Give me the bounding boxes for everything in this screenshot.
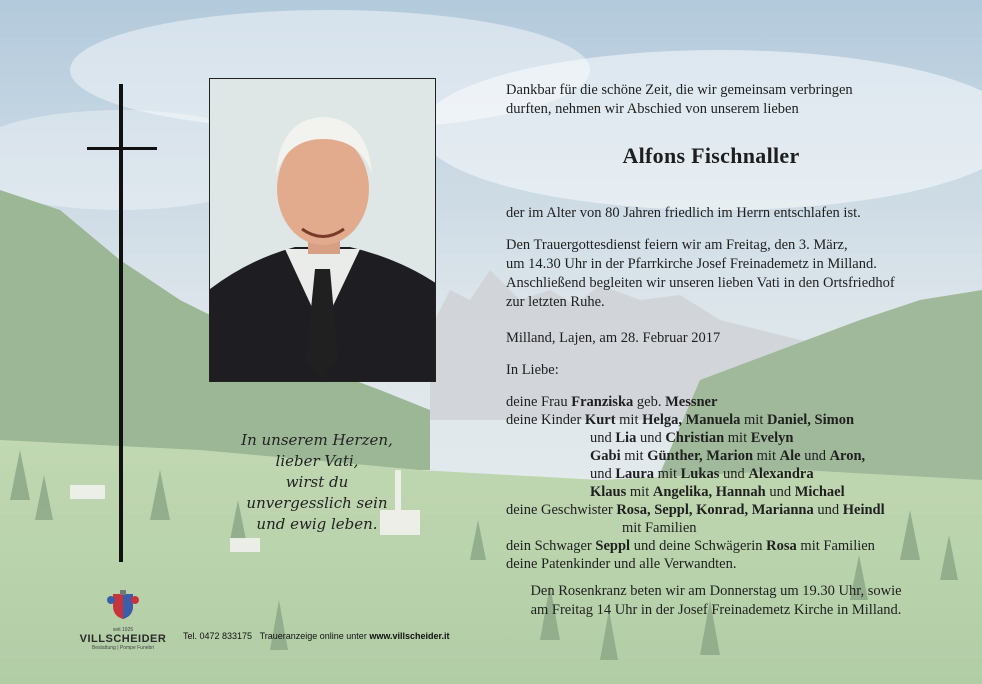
service-line: zur letzten Ruhe. — [506, 294, 605, 310]
quote-line: und ewig leben. — [256, 515, 378, 533]
family-siblings: deine Geschwister Rosa, Seppl, Konrad, Marianna und Heindl — [506, 502, 885, 518]
cross-horizontal-bar — [87, 147, 157, 150]
logo-firm-name: VILLSCHEIDER — [79, 633, 167, 645]
family-children: und Lia und Christian mit Evelyn — [590, 430, 794, 446]
logo-since: seit 1925 — [112, 627, 134, 633]
footer-contact — [183, 631, 450, 641]
memorial-quote — [222, 430, 412, 535]
family-godchildren: deine Patenkinder und alle Verwandten. — [506, 556, 737, 572]
service-line: um 14.30 Uhr in der Pfarrkirche Josef Freinademetz in Milland. — [506, 256, 877, 272]
deceased-name: Alfons Fischnaller — [622, 143, 800, 168]
cross-vertical-bar — [119, 84, 123, 562]
intro-text — [506, 81, 946, 119]
quote-line: In unserem Herzen, — [241, 431, 393, 449]
footer-phone: Tel. 0472 833175 — [183, 631, 253, 641]
rosary-info — [506, 582, 926, 620]
service-line: Anschließend begleiten wir unseren lieben Vati in den Ortsfriedhof — [506, 275, 895, 291]
rosary-line: am Freitag 14 Uhr in der Josef Freinademetz Kirche in Milland. — [530, 602, 902, 618]
portrait-photo — [209, 78, 436, 382]
service-info — [506, 236, 946, 312]
age-line: der im Alter von 80 Jahren friedlich im Herrn entschlafen ist. — [506, 205, 861, 221]
quote-line: unvergesslich sein — [246, 494, 388, 512]
quote-line: wirst du — [285, 473, 349, 491]
place-date-line: Milland, Lajen, am 28. Februar 2017 — [506, 330, 721, 346]
family-list — [506, 393, 926, 573]
service-line: Den Trauergottesdienst feiern wir am Freitag, den 3. März, — [506, 237, 848, 253]
footer-text: Traueranzeige online unter — [259, 631, 370, 641]
footer-url-link[interactable]: www.villscheider.it — [369, 631, 450, 641]
coat-of-arms-icon — [105, 590, 141, 620]
logo-subtitle: Bestattung | Pompe Funebri — [91, 645, 155, 651]
quote-line: lieber Vati, — [275, 452, 359, 470]
intro-line-1: Dankbar für die schöne Zeit, die wir gemeinsam verbringen — [506, 82, 853, 98]
funeral-home-logo — [78, 590, 168, 651]
intro-line-2: durften, nehmen wir Abschied von unserem lieben — [506, 101, 799, 117]
in-love-line: In Liebe: — [506, 362, 559, 378]
family-children: und Laura mit Lukas und Alexandra — [590, 466, 814, 482]
rosary-line: Den Rosenkranz beten wir am Donnerstag um 19.30 Uhr, sowie — [530, 583, 902, 599]
family-children: Klaus mit Angelika, Hannah und Michael — [590, 484, 845, 500]
family-wife: deine Frau Franziska geb. Messner — [506, 394, 718, 410]
family-children: deine Kinder Kurt mit Helga, Manuela mit Daniel, Simon — [506, 412, 855, 428]
family-children: Gabi mit Günther, Marion mit Ale und Aron, — [590, 448, 866, 464]
family-siblings-families: mit Familien — [622, 520, 697, 536]
family-inlaws: dein Schwager Seppl und deine Schwägerin Rosa mit Familien — [506, 538, 875, 554]
